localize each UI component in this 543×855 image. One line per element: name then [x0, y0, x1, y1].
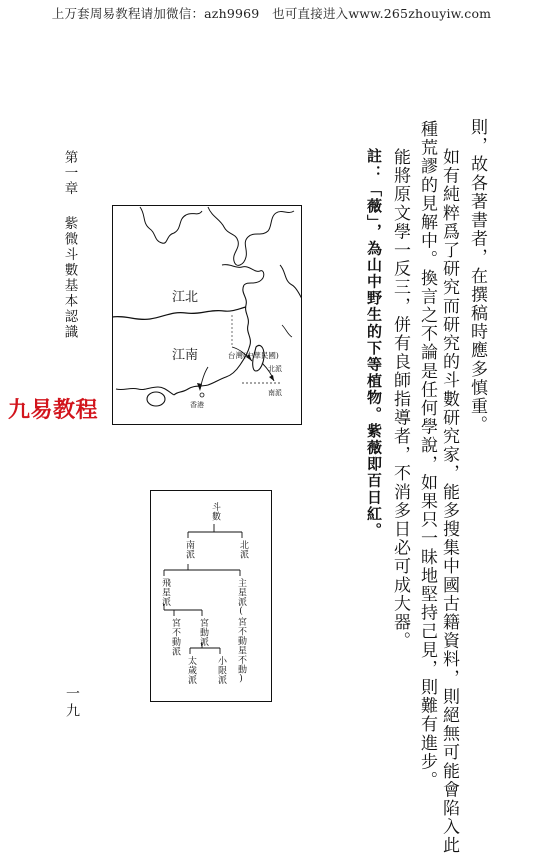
body-column-3: 種荒謬的見解中。換言之不論是任何學說，如果只一昧地堅持己見，則難有進步。: [417, 120, 437, 790]
tree-node-zhuxing: 主星派(宮不動星不動): [236, 578, 246, 685]
map-label-hongkong: 香港: [190, 401, 204, 409]
map-label-nanpai: 南派: [268, 389, 282, 397]
tree-node-north: 北派: [238, 540, 248, 559]
tree-node-root: 斗數: [210, 502, 220, 521]
tree-node-gongdong: 宮動派: [198, 618, 208, 647]
tree-node-feixing: 飛星派: [160, 578, 170, 607]
school-tree-diagram: [150, 490, 272, 702]
body-column-1: 則，故各著書者，在撰稿時應多慎重。: [467, 118, 487, 435]
china-map: [112, 205, 302, 425]
map-label-taiwan: 台灣(中華民國): [228, 351, 279, 360]
chapter-title: 紫微斗數基本認識: [61, 216, 78, 340]
watermark: 九易教程: [8, 398, 99, 423]
map-label-jiangnan: 江南: [172, 348, 199, 363]
map-label-beipai: 北派: [268, 365, 282, 373]
tree-node-taisui: 太歲派: [186, 656, 196, 685]
tree-node-south: 南派: [184, 540, 194, 559]
tree-node-xiaoxian: 小限派: [216, 656, 226, 685]
footnote: 註：「薇」，為山中野生的下等植物。紫薇即百日紅。: [365, 148, 383, 539]
top-banner: 上万套周易教程请加微信：azh9969 也可直接进入www.265zhouyiw.com: [51, 6, 492, 21]
map-label-jiangbei: 江北: [172, 290, 199, 305]
chapter-label: 第一章: [61, 150, 78, 197]
tree-node-gongbudong: 宮不動派: [170, 618, 180, 656]
page-number: 一九: [64, 686, 80, 720]
body-column-4: 能將原文學一反三，併有良師指導者，不消多日必可成大器。: [390, 148, 410, 651]
body-column-2: 如有純粹爲了研究而研究的斗數研究家，能多搜集中國古籍資料，則絕無可能會陷入此: [439, 148, 459, 855]
